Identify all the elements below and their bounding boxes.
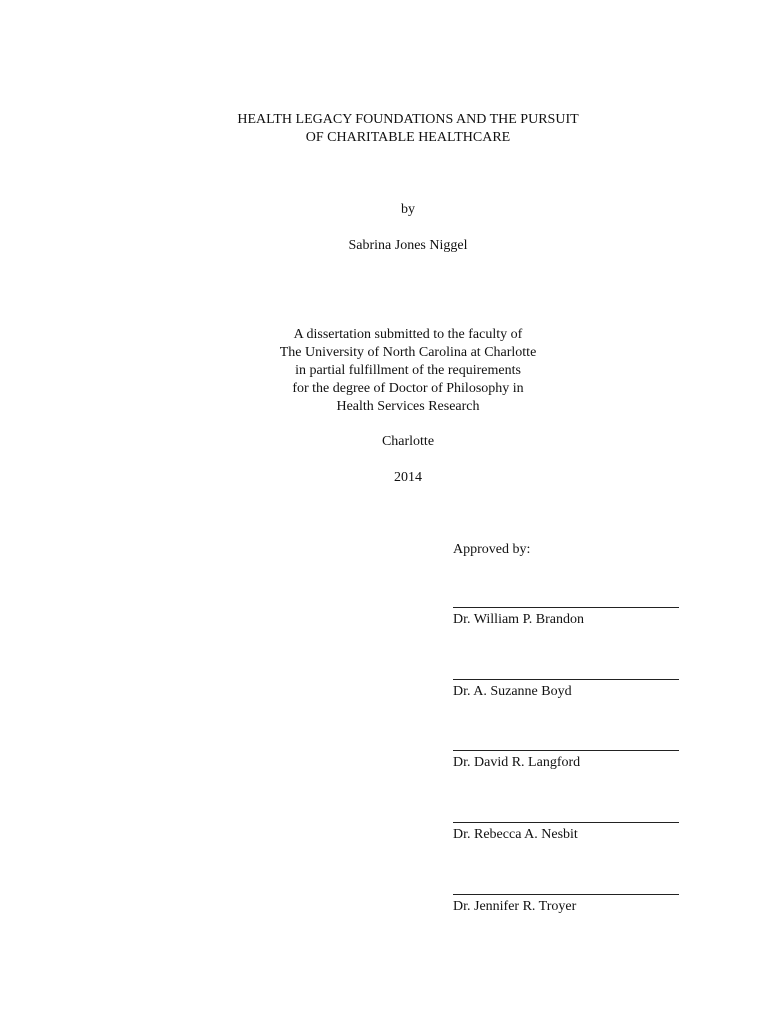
committee-member-name: Dr. Rebecca A. Nesbit (453, 827, 578, 842)
statement-line: for the degree of Doctor of Philosophy in (292, 381, 524, 396)
signature-line (453, 894, 679, 895)
byline-text: by (401, 202, 415, 217)
committee-member-name: Dr. Jennifer R. Troyer (453, 899, 577, 914)
statement-line: A dissertation submitted to the faculty of (293, 327, 523, 342)
committee-member-name: Dr. David R. Langford (453, 755, 581, 770)
byline (0, 201, 770, 219)
dissertation-title (0, 111, 770, 147)
submission-statement (0, 326, 770, 416)
signature-line (453, 750, 679, 751)
title-line-1: HEALTH LEGACY FOUNDATIONS AND THE PURSUIT (237, 112, 579, 127)
year-text: 2014 (394, 470, 422, 485)
signature-line (453, 679, 679, 680)
city (0, 433, 770, 451)
signature-block (453, 822, 679, 844)
committee-member-name: Dr. A. Suzanne Boyd (453, 684, 572, 699)
statement-line: in partial fulfillment of the requirements (295, 363, 521, 378)
year (0, 469, 770, 487)
signature-block (453, 679, 679, 701)
signature-block (453, 607, 679, 629)
signature-line (453, 822, 679, 823)
statement-line: The University of North Carolina at Charlotte (279, 345, 537, 360)
signature-block (453, 750, 679, 772)
author-name-text: Sabrina Jones Niggel (348, 238, 468, 253)
statement-line: Health Services Research (336, 399, 480, 414)
title-line-2: OF CHARITABLE HEALTHCARE (305, 130, 511, 145)
signature-line (453, 607, 679, 608)
approved-by-label: Approved by: (453, 542, 531, 557)
author-name (0, 237, 770, 255)
committee-member-name: Dr. William P. Brandon (453, 612, 585, 627)
signature-block (453, 894, 679, 916)
city-text: Charlotte (381, 434, 435, 449)
